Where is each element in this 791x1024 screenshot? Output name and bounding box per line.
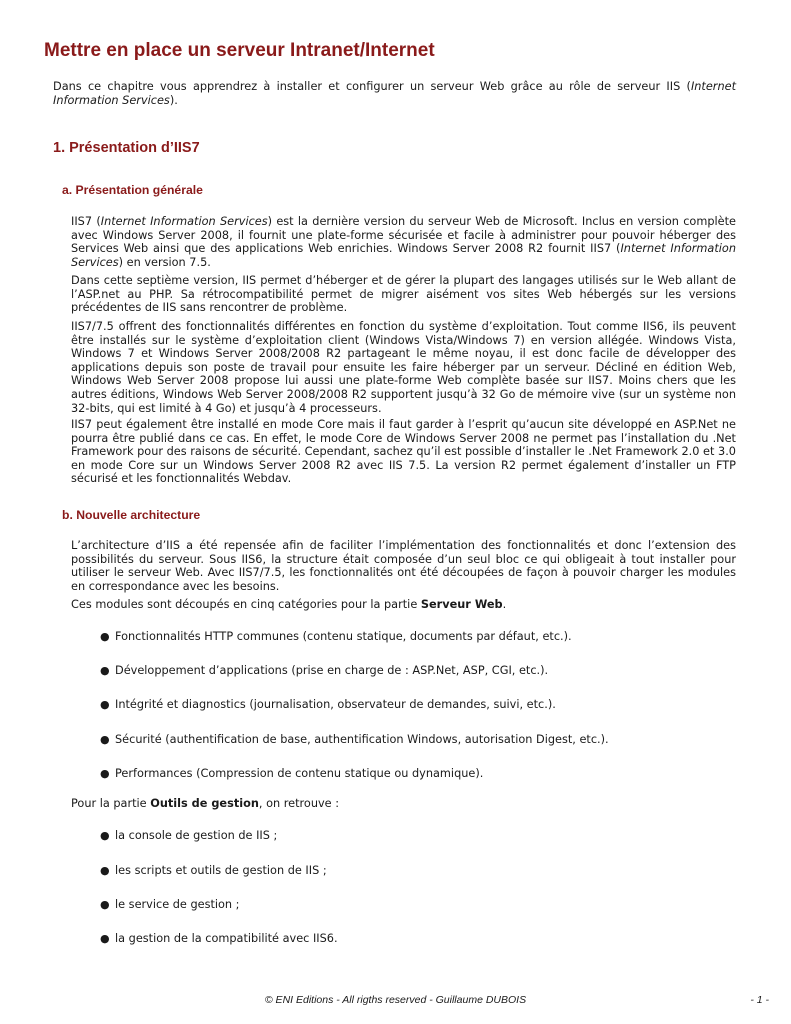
bullet-icon: ● [100,829,110,842]
list-item [100,767,740,781]
subsection-heading-a: a. Présentation générale [62,183,203,197]
intro-emphasis: Internet Information Services [53,80,736,107]
list-item-text: Intégrité et diagnostics (journalisation, observateur de demandes, suivi, etc.). [115,698,556,711]
list-item-text: la gestion de la compatibilité avec IIS6. [115,932,338,945]
document-title: Mettre en place un serveur Intranet/Internet [44,40,435,61]
list-item-text: le service de gestion ; [115,898,240,911]
list-item-text: Développement d’applications (prise en charge de : ASP.Net, ASP, CGI, etc.). [115,664,549,677]
footer-copyright: © ENI Editions - All rigths reserved - Guillaume DUBOIS [264,994,527,1006]
paragraph-b2-text-2: . [502,598,507,611]
bullet-icon: ● [100,898,110,911]
list-item [100,630,740,644]
list-item-text: Sécurité (authentification de base, authentification Windows, autorisation Digest, etc.). [115,733,609,746]
paragraph-b3 [71,797,736,811]
paragraph-b3-text-1: Pour la partie [71,797,151,810]
list-item-text: Performances (Compression de contenu statique ou dynamique). [115,767,484,780]
bullet-icon: ● [100,932,110,945]
intro-end: ). [169,93,178,107]
bullet-icon: ● [100,630,110,643]
list-item [100,698,740,712]
list-item [100,864,740,878]
paragraph-a1-emphasis-2: Internet Information Services [71,242,736,269]
list-item-text: la console de gestion de IIS ; [115,829,278,842]
paragraph-a1-emphasis-1: Internet Information Services [100,215,268,228]
paragraph-b1: L’architecture d’IIS a été repensée afin de faciliter l’implémentation des fonctionnalités et donc l’extension des possibilités du serveur. Sous IIS6, la structure était composée d’un seul bloc ce qui obligeait à tout installer pour utiliser le serveur Web. Avec IIS7/7.5, les fonctionnalités ont été découpées de façon à pouvoir charger les modules en correspondance avec les besoins. [71,539,736,593]
list-item-text: Fonctionnalités HTTP communes (contenu statique, documents par défaut, etc.). [115,630,572,643]
paragraph-a2: Dans cette septième version, IIS permet d’héberger et de gérer la plupart des langages utilisés sur le Web allant de l’ASP.net au PHP. Sa rétrocompatibilité permet de migrer aisément vos sites Web hébergés sur les versions précédentes de IIS sans rencontrer de problème. [71,274,736,315]
paragraph-a4: IIS7 peut également être installé en mode Core mais il faut garder à l’esprit qu’aucun site développé en ASP.Net ne pourra être publié dans ce cas. En effet, le mode Core de Windows Server 2008 ne permet pas l’installation du .Net Framework pour des raisons de sécurité. Cependant, sachez qu’il est possible d’installer le .Net Framework 2.0 et 3.0 en mode Core sur un Windows Server 2008 R2 avec IIS 7.5. La version R2 permet également d’installer un FTP sécurisé et les fonctionnalités Webdav. [71,418,736,486]
bullet-icon: ● [100,864,110,877]
paragraph-b2-text-1: Ces modules sont découpés en cinq catégories pour la partie [71,598,421,611]
footer-page-number: - 1 - [750,994,769,1006]
section-heading-1: 1. Présentation d’IIS7 [53,140,200,156]
bullet-icon: ● [100,698,110,711]
list-item-text: les scripts et outils de gestion de IIS ; [115,864,327,877]
bullet-icon: ● [100,733,110,746]
list-item [100,898,740,912]
paragraph-a1 [71,215,736,269]
list-item [100,664,740,678]
paragraph-a1-text-1: IIS7 ( [71,215,101,228]
intro-text: Dans ce chapitre vous apprendrez à installer et configurer un serveur Web grâce au rôle de serveur IIS ( [53,80,691,93]
bullet-icon: ● [100,767,110,780]
intro-paragraph [53,80,736,107]
list-item [100,829,740,843]
bullet-icon: ● [100,664,110,677]
list-item [100,733,740,747]
paragraph-b2 [71,598,736,612]
paragraph-b3-bold: Outils de gestion [150,797,259,810]
list-item [100,932,740,946]
paragraph-a1-text-2: ) est la dernière version du serveur Web de Microsoft. Inclus en version complète avec Windows Server 2008, il fournit une plate-forme sécurisée et facile à administrer pour pouvoir héberger des Services Web ainsi que des applications Web enrichies. Windows Server 2008 R2 fournit IIS7 ( [71,215,736,256]
paragraph-a3: IIS7/7.5 offrent des fonctionnalités différentes en fonction du système d’exploitation. Tout comme IIS6, ils peuvent être installés sur le système d’exploitation client (Windows Vista/Windows 7) en version allégée. Windows Vista, Windows 7 et Windows Server 2008/2008 R2 partageant le même noyau, il est donc facile de développer des applications depuis son poste de travail pour ensuite les faire héberger par un serveur. Décliné en édition Web, Windows Web Server 2008 propose lui aussi une plate-forme Web complète basée sur IIS7. Moins chers que les autres éditions, Windows Web Server 2008/2008 R2 supportent jusqu’à 32 Go de mémoire vive (sur un système non 32-bits, qui est limité à 4 Go) et jusqu’à 4 processeurs. [71,320,736,415]
paragraph-b3-text-2: , on retrouve : [258,797,340,810]
paragraph-a1-text-3: ) en version 7.5. [118,255,211,269]
paragraph-b2-bold: Serveur Web [420,598,503,611]
subsection-heading-b: b. Nouvelle architecture [62,508,201,522]
